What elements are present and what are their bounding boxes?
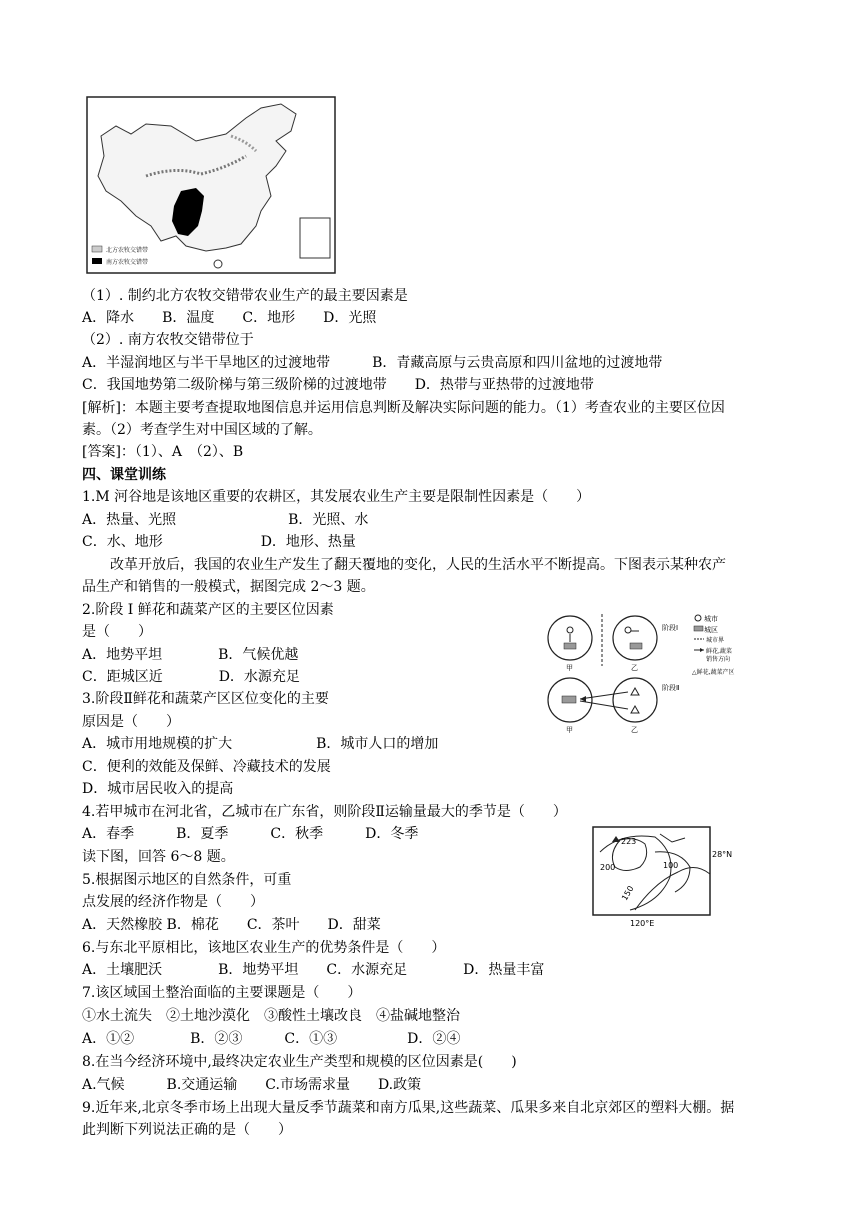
q2-options-cd: C．距城区近 D．水源充足 [82, 669, 300, 685]
q4-options: A．春季 B．夏季 C．秋季 D．冬季 [82, 826, 419, 842]
intro-line-2: 品生产和销售的一般模式，据图完成 2～3 题。 [82, 579, 375, 595]
example-q1-stem: （1）. 制约北方农牧交错带农业生产的最主要因素是 [82, 288, 408, 304]
q2-stem-2: 是（ ） [82, 624, 152, 640]
diagram-jia-1: 甲 [566, 664, 573, 672]
diagram-yi-2: 乙 [631, 726, 638, 734]
contour-100: 100 [663, 861, 679, 870]
example-q2-options-cd: C．我国地势第二级阶梯与第三级阶梯的过渡地带 D．热带与亚热带的过渡地带 [82, 377, 594, 393]
q2-options-ab: A．地势平坦 B．气候优越 [82, 647, 299, 663]
contour-peak: 223 [621, 837, 637, 846]
read-map-line: 读下图，回答 6～8 题。 [82, 849, 235, 865]
answer-line: [答案]：（1）、A （2）、B [82, 444, 244, 460]
q4-stem: 4.若甲城市在河北省，乙城市在广东省，则阶段Ⅱ运输量最大的季节是（ ） [82, 804, 567, 820]
q1-options-cd: C．水、地形 D．地形、热量 [82, 534, 356, 550]
diagram-legend-urban: 城区 [704, 626, 718, 634]
contour-150: 150 [620, 884, 636, 903]
diagram-legend-area: △鲜花,蔬菜产区 [692, 669, 735, 676]
q6-stem: 6.与东北平原相比，该地区农业生产的优势条件是（ ） [82, 940, 446, 956]
q7-options: A．①② B．②③ C．①③ D．②④ [82, 1031, 461, 1047]
q3-options-ab: A．城市用地规模的扩大 B．城市人口的增加 [82, 736, 439, 752]
q1-stem: 1.M 河谷地是该地区重要的农耕区，其发展农业生产主要是限制性因素是（ ） [82, 489, 591, 505]
analysis-line-2: 素。（2）考查学生对中国区域的了解。 [82, 422, 322, 438]
agri-stage-diagram [540, 610, 765, 745]
map-legend-south: 南方农牧交错带 [106, 259, 149, 266]
example-q1-options: A．降水 B．温度 C．地形 D．光照 [82, 310, 377, 326]
diagram-legend-flow2: 销售方向 [706, 656, 731, 663]
analysis-line-1: [解析]：本题主要考查提取地图信息并运用信息判断及解决实际问题的能力。（1）考查农业的主要区位因 [82, 400, 725, 416]
q6-options: A．土壤肥沃 B．地势平坦 C．水源充足 D．热量丰富 [82, 962, 545, 978]
diagram-jia-2: 甲 [566, 726, 573, 734]
diagram-yi-1: 乙 [631, 664, 638, 672]
diagram-stage-2: 阶段Ⅱ [662, 684, 680, 692]
q7-items: ①水土流失 ②土地沙漠化 ③酸性土壤改良 ④盐碱地整治 [82, 1008, 460, 1024]
diagram-legend-boundary: 城市界 [706, 637, 725, 644]
section-title: 四、课堂训练 [82, 467, 166, 483]
example-q2-options-ab: A．半湿润地区与半干旱地区的过渡地带 B．青藏高原与云贵高原和四川盆地的过渡地带 [82, 355, 663, 371]
diagram-legend-city: 城市 [704, 615, 718, 623]
contour-lon: 120°E [630, 919, 655, 928]
contour-map-figure [560, 822, 740, 932]
q7-stem: 7.该区域国土整治面临的主要课题是（ ） [82, 985, 362, 1001]
diagram-legend-flow: 鲜花,蔬菜 [706, 648, 732, 655]
q5-stem-1: 5.根据图示地区的自然条件，可重 [82, 872, 292, 888]
q3-option-c: C．便利的效能及保鲜、冷藏技术的发展 [82, 759, 331, 775]
q8-options: A.气候 B.交通运输 C.市场需求量 D.政策 [82, 1077, 422, 1093]
q5-options: A．天然橡胶 B．棉花 C．茶叶 D．甜菜 [82, 917, 381, 933]
contour-200: 200 [600, 863, 616, 872]
q9-line-1: 9.近年来,北京冬季市场上出现大量反季节蔬菜和南方瓜果,这些蔬菜、瓜果多来自北京郊区的塑料大棚。据 [82, 1100, 735, 1116]
q8-stem: 8.在当今经济环境中,最终决定农业生产类型和规模的区位因素是( ) [82, 1054, 517, 1070]
diagram-stage-1: 阶段Ⅰ [662, 624, 679, 632]
contour-lat: 28°N [712, 850, 733, 859]
china-map-figure [86, 96, 336, 274]
q3-stem-2: 原因是（ ） [82, 714, 180, 730]
q3-stem-1: 3.阶段Ⅱ鲜花和蔬菜产区区位变化的主要 [82, 691, 329, 707]
example-q2-stem: （2）. 南方农牧交错带位于 [82, 332, 254, 348]
q5-stem-2: 点发展的经济作物是（ ） [82, 894, 264, 910]
intro-line-1: 改革开放后，我国的农业生产发生了翻天覆地的变化，人民的生活水平不断提高。下图表示某种农产 [110, 557, 726, 573]
q2-stem-1: 2.阶段 I 鲜花和蔬菜产区的主要区位因素 [82, 602, 334, 618]
q3-option-d: D．城市居民收入的提高 [82, 781, 234, 797]
q9-line-2: 此判断下列说法正确的是（ ） [82, 1122, 292, 1138]
q1-options-ab: A．热量、光照 B．光照、水 [82, 512, 369, 528]
map-legend-north: 北方农牧交错带 [106, 247, 149, 254]
